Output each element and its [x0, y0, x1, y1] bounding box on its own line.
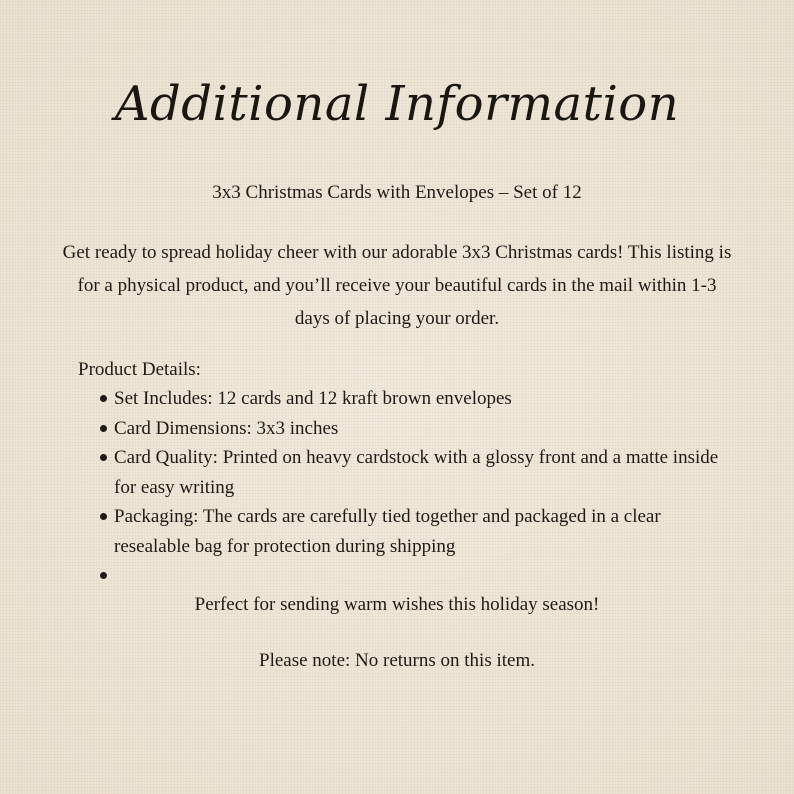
- closing-line: Perfect for sending warm wishes this holiday season!: [194, 594, 600, 615]
- intro-paragraph: Get ready to spread holiday cheer with our adorable 3x3 Christmas cards! This listing is for a physical product, and you’ll receive your beautiful cards in the mail within 1-3 days of placing your order.: [62, 242, 732, 329]
- list-item-card-dimensions: Card Dimensions: 3x3 inches: [78, 414, 738, 444]
- list-item-set-includes: Set Includes: 12 cards and 12 kraft brown envelopes: [78, 384, 738, 414]
- details-list: [78, 384, 738, 591]
- list-item-empty: [78, 561, 738, 591]
- product-title: 3x3 Christmas Cards with Envelopes – Set of 12: [212, 182, 582, 203]
- returns-note: Please note: No returns on this item.: [259, 650, 535, 671]
- details-heading: Product Details:: [78, 359, 201, 380]
- list-item-packaging: Packaging: The cards are carefully tied together and packaged in a clear resealable bag for protection during shipping: [78, 502, 738, 561]
- list-item-card-quality: Card Quality: Printed on heavy cardstock with a glossy front and a matte inside for easy writing: [78, 443, 738, 502]
- page-heading: Additional Information: [114, 76, 680, 132]
